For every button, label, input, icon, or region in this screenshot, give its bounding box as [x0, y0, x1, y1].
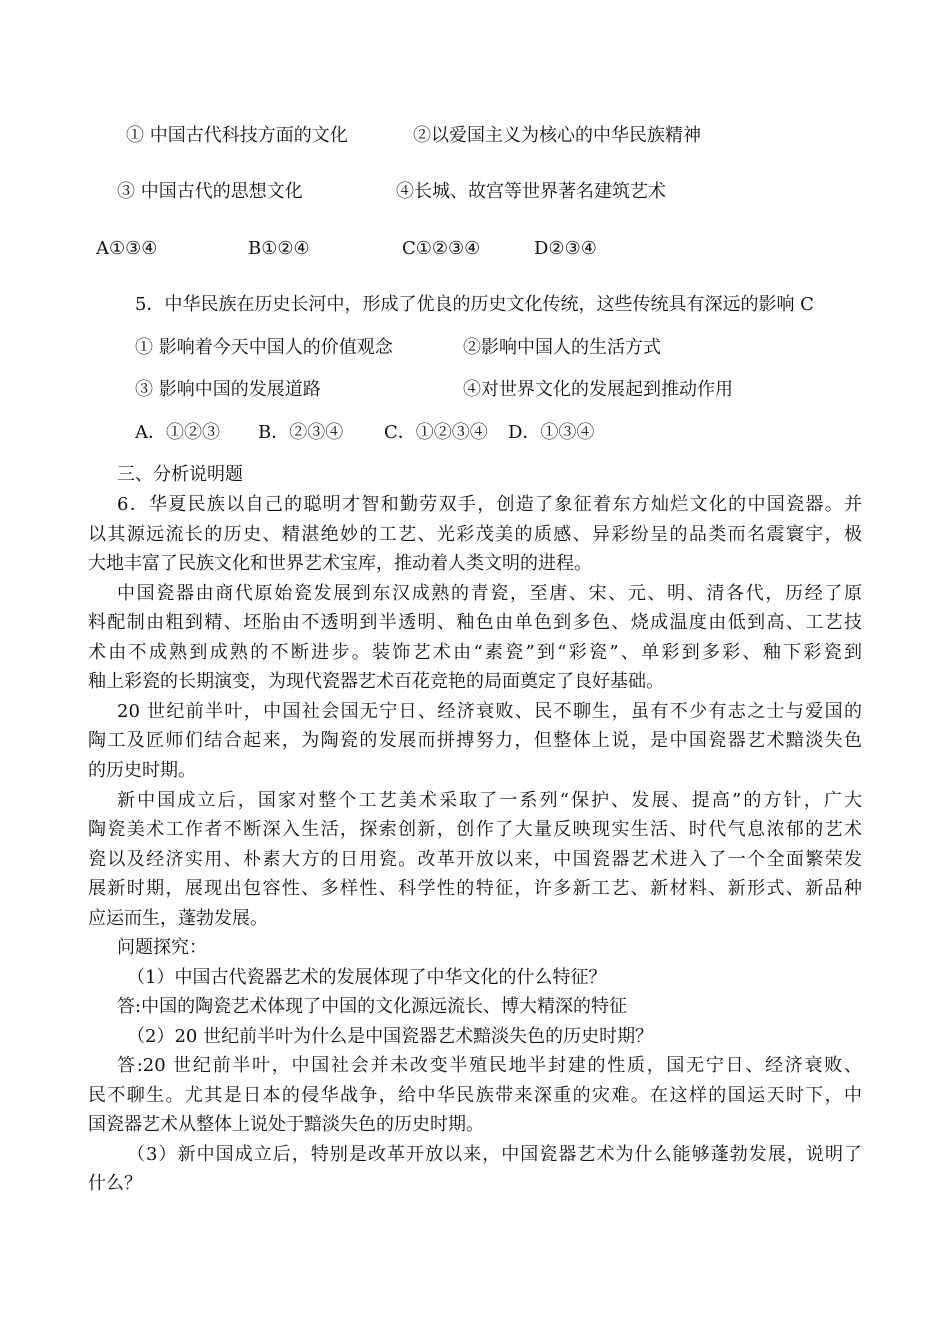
paragraph-3-line: 20 世纪前半叶，中国社会国无宁日、经济衰败、民不聊生，虽有不少有志之士与爱国的	[117, 701, 862, 722]
paragraph-2-line: 料配制由粗到精、坯胎由不透明到半透明、釉色由单色到多色、烧成温度由低到高、工艺技	[88, 612, 862, 633]
sub-question-3-line: （3）新中国成立后，特别是改革开放以来，中国瓷器艺术为什么能够蓬勃发展，说明了	[127, 1144, 862, 1165]
answer-2-line: 民不聊生。尤其是日本的侵华战争，给中华民族带来深重的灾难。在这样的国运天时下，中	[88, 1085, 862, 1106]
answer-1: 答:中国的陶瓷艺术体现了中国的文化源远流长、博大精深的特征	[117, 996, 628, 1017]
q4-option-4: ④长城、故宫等世界著名建筑艺术	[396, 181, 666, 202]
q4-option-1: ① 中国古代科技方面的文化	[126, 125, 348, 146]
sub-question-2: （2）20 世纪前半叶为什么是中国瓷器艺术黯淡失色的历史时期？	[127, 1026, 654, 1047]
q4-choice-c: C①②③④	[402, 238, 481, 259]
paragraph-3-line: 陶工及匠师们结合起来，为陶瓷的发展而拼搏努力，但整体上说，是中国瓷器艺术黯淡失色	[88, 730, 862, 751]
q5-option-2: ②影响中国人的生活方式	[463, 337, 661, 358]
q4-choice-a: A①③④	[96, 238, 158, 259]
q4-option-2: ②以爱国主义为核心的中华民族精神	[413, 125, 701, 146]
paragraph-4-line: 新中国成立后，国家对整个工艺美术采取了一系列“保护、发展、提高”的方针，广大	[117, 790, 862, 811]
paragraph-2-line: 中国瓷器由商代原始瓷发展到东汉成熟的青瓷，至唐、宋、元、明、清各代，历经了原	[117, 583, 862, 604]
paragraph-4-line: 展新时期，展现出包容性、多样性、科学性的特征，许多新工艺、新材料、新形式、新品种	[88, 878, 862, 899]
q4-option-3: ③ 中国古代的思想文化	[117, 181, 303, 202]
sub-question-1: （1）中国古代瓷器艺术的发展体现了中华文化的什么特征？	[127, 967, 607, 988]
q5-choice-a: A．①②③	[135, 422, 220, 443]
answer-2-line: 答:20 世纪前半叶，中国社会并未改变半殖民地半封建的性质，国无宁日、经济衰败、	[117, 1055, 862, 1076]
q5-option-3: ③ 影响中国的发展道路	[135, 379, 321, 400]
q5-option-4: ④对世界文化的发展起到推动作用	[463, 379, 733, 400]
paragraph-2-line: 釉上彩瓷的长期演变，为现代瓷器艺术百花竞艳的局面奠定了良好基础。	[88, 671, 664, 692]
paragraph-4-line: 陶瓷美术工作者不断深入生活，探索创新，创作了大量反映现实生活、时代气息浓郁的艺术	[88, 819, 862, 840]
paragraph-2-line: 术由不成熟到成熟的不断进步。装饰艺术由“素瓷”到“彩瓷”、单彩到多彩、釉下彩瓷到	[88, 642, 862, 663]
q5-choice-d: D．①③④	[508, 422, 595, 443]
paragraph-3-line: 的历史时期。	[88, 760, 196, 781]
q5-choice-b: B．②③④	[258, 422, 344, 443]
explore-heading: 问题探究：	[117, 937, 207, 958]
q5-stem: 5．中华民族在历史长河中，形成了优良的历史文化传统，这些传统具有深远的影响 C	[135, 294, 814, 315]
paragraph-4-line: 应运而生，蓬勃发展。	[88, 908, 268, 929]
answer-2-line: 国瓷器艺术从整体上说处于黯淡失色的历史时期。	[88, 1114, 484, 1135]
sub-question-3-line: 什么？	[88, 1173, 142, 1194]
section-heading: 三、分析说明题	[117, 464, 243, 485]
paragraph-1-line: 以其源远流长的历史、精湛绝妙的工艺、光彩茂美的质感、异彩纷呈的品类而名震寰宇，极	[88, 524, 862, 545]
paragraph-1-line: 6．华夏民族以自己的聪明才智和勤劳双手，创造了象征着东方灿烂文化的中国瓷器。并	[117, 494, 862, 515]
paragraph-1-line: 大地丰富了民族文化和世界艺术宝库，推动着人类文明的进程。	[88, 553, 592, 574]
q5-choice-c: C．①②③④	[384, 422, 488, 443]
paragraph-4-line: 瓷以及经济实用、朴素大方的日用瓷。改革开放以来，中国瓷器艺术进入了一个全面繁荣发	[88, 849, 862, 870]
q4-choice-b: B①②④	[248, 238, 310, 259]
q5-option-1: ① 影响着今天中国人的价值观念	[135, 337, 393, 358]
q4-choice-d: D②③④	[534, 238, 597, 259]
